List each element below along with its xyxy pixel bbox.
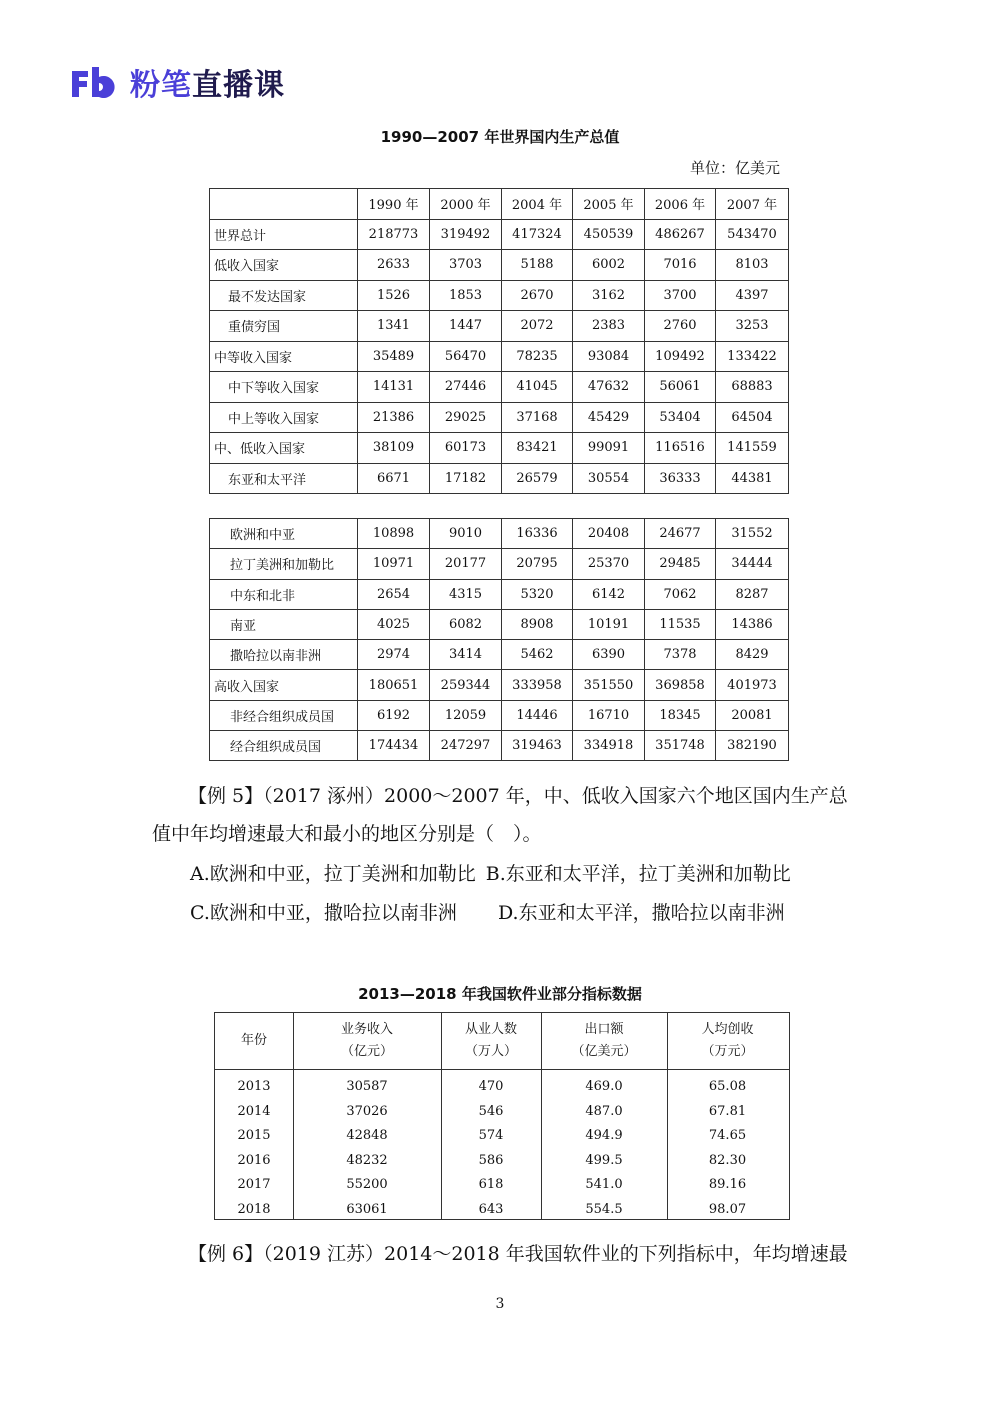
- value-cell: 259344: [430, 670, 502, 700]
- value-cell: 36333: [645, 463, 716, 494]
- option-b: B.东亚和太平洋，拉丁美洲和加勒比: [485, 863, 791, 885]
- row-label: 东亚和太平洋: [210, 463, 358, 494]
- value-cell: 26579: [502, 463, 573, 494]
- table-row: [215, 1173, 789, 1198]
- table-cell: 554.5: [585, 1201, 623, 1217]
- software-table: [214, 1012, 790, 1220]
- value-cell: 8287: [716, 579, 789, 609]
- table-row: [210, 433, 789, 464]
- table-row: [210, 519, 789, 549]
- value-cell: 141559: [716, 433, 789, 464]
- value-cell: 56061: [645, 372, 716, 403]
- table-row: [215, 1124, 789, 1149]
- table-cell: 2014: [237, 1103, 271, 1119]
- value-cell: 109492: [645, 341, 716, 372]
- table-row: [210, 250, 789, 281]
- value-cell: 1526: [358, 280, 430, 311]
- value-cell: 6082: [430, 609, 502, 639]
- row-label: 中上等收入国家: [210, 402, 358, 433]
- table-cell: 37026: [346, 1103, 388, 1119]
- value-cell: 6390: [573, 640, 645, 670]
- value-cell: 12059: [430, 700, 502, 730]
- value-cell: 401973: [716, 670, 789, 700]
- table2-header: [215, 1013, 789, 1070]
- table-cell: 546: [478, 1103, 504, 1119]
- table-cell: 574: [478, 1128, 504, 1143]
- value-cell: 4025: [358, 609, 430, 639]
- row-label: 经合组织成员国: [210, 731, 358, 761]
- value-cell: 20408: [573, 519, 645, 549]
- header-per-capita: 人均创收 （万元）: [701, 1022, 754, 1059]
- value-cell: 1341: [358, 311, 430, 342]
- table-cell: 2015: [237, 1128, 271, 1143]
- value-cell: 247297: [430, 731, 502, 761]
- table-row: [210, 219, 789, 250]
- value-cell: 27446: [430, 372, 502, 403]
- value-cell: 382190: [716, 731, 789, 761]
- table-cell: 63061: [346, 1201, 388, 1217]
- question6-line1: 【例 6】（2019 江苏）2014～2018 年我国软件业的下列指标中，年均增速最: [188, 1243, 848, 1265]
- question5-line2: 值中年均增速最大和最小的地区分别是（ ）。: [152, 823, 542, 845]
- value-cell: 14446: [502, 700, 573, 730]
- page-number: 3: [495, 1296, 505, 1312]
- table-cell: 98.07: [708, 1201, 747, 1217]
- table-cell: 469.0: [585, 1079, 623, 1094]
- header-employees: 从业人数 （万人）: [441, 1013, 542, 1069]
- table-cell: 586: [478, 1152, 504, 1168]
- table-cell: 89.16: [708, 1177, 747, 1192]
- row-label: 低收入国家: [210, 250, 358, 281]
- value-cell: 3414: [430, 640, 502, 670]
- table1-title: 1990—2007 年世界国内生产总值: [380, 128, 620, 146]
- value-cell: 2383: [573, 311, 645, 342]
- question5-options-ab: [190, 860, 791, 888]
- value-cell: 2760: [645, 311, 716, 342]
- value-cell: 5320: [502, 579, 573, 609]
- value-cell: 37168: [502, 402, 573, 433]
- value-cell: 7378: [645, 640, 716, 670]
- value-cell: 99091: [573, 433, 645, 464]
- option-c: C.欧洲和中亚，撒哈拉以南非洲: [190, 902, 457, 924]
- table-cell: 30587: [346, 1079, 388, 1094]
- row-label: 世界总计: [210, 219, 358, 250]
- value-cell: 10898: [358, 519, 430, 549]
- value-cell: 8908: [502, 609, 573, 639]
- value-cell: 2670: [502, 280, 573, 311]
- table-cell: 541.0: [585, 1177, 623, 1192]
- value-cell: 486267: [645, 219, 716, 250]
- gdp-table-part2: [209, 518, 789, 761]
- year-header: 1990 年: [358, 189, 430, 220]
- value-cell: 10971: [358, 549, 430, 579]
- row-label: 中等收入国家: [210, 341, 358, 372]
- value-cell: 5188: [502, 250, 573, 281]
- table-row: [210, 372, 789, 403]
- value-cell: 3700: [645, 280, 716, 311]
- header-revenue: 业务收入 （亿元）: [293, 1013, 442, 1069]
- value-cell: 18345: [645, 700, 716, 730]
- value-cell: 2072: [502, 311, 573, 342]
- brand-logo: [70, 62, 285, 102]
- table-row: [210, 549, 789, 579]
- value-cell: 44381: [716, 463, 789, 494]
- table-row: [210, 280, 789, 311]
- value-cell: 20795: [502, 549, 573, 579]
- question5-line1: 【例 5】（2017 涿州）2000～2007 年，中、低收入国家六个地区国内生产总: [188, 785, 848, 807]
- value-cell: 20177: [430, 549, 502, 579]
- value-cell: 351748: [645, 731, 716, 761]
- value-cell: 3162: [573, 280, 645, 311]
- table-row: [210, 700, 789, 730]
- value-cell: 5462: [502, 640, 573, 670]
- table-cell: 42848: [346, 1128, 388, 1143]
- value-cell: 68883: [716, 372, 789, 403]
- value-cell: 2654: [358, 579, 430, 609]
- value-cell: 30554: [573, 463, 645, 494]
- value-cell: 1853: [430, 280, 502, 311]
- header-blank-cell: [210, 189, 358, 220]
- value-cell: 9010: [430, 519, 502, 549]
- value-cell: 6002: [573, 250, 645, 281]
- value-cell: 14386: [716, 609, 789, 639]
- value-cell: 450539: [573, 219, 645, 250]
- option-d: D.东亚和太平洋，撒哈拉以南非洲: [498, 902, 785, 924]
- value-cell: 20081: [716, 700, 789, 730]
- value-cell: 56470: [430, 341, 502, 372]
- year-header: 2006 年: [645, 189, 716, 220]
- table-cell: 2016: [237, 1152, 271, 1168]
- row-label: 非经合组织成员国: [210, 700, 358, 730]
- table-row: [215, 1100, 789, 1125]
- value-cell: 11535: [645, 609, 716, 639]
- row-label: 欧洲和中亚: [210, 519, 358, 549]
- value-cell: 7016: [645, 250, 716, 281]
- value-cell: 369858: [645, 670, 716, 700]
- table-cell: 74.65: [708, 1128, 747, 1143]
- value-cell: 35489: [358, 341, 430, 372]
- table-cell: 67.81: [708, 1103, 747, 1119]
- table-row: [210, 341, 789, 372]
- value-cell: 2974: [358, 640, 430, 670]
- table1-header-row: [210, 189, 789, 220]
- table-cell: 494.9: [585, 1128, 623, 1143]
- value-cell: 64504: [716, 402, 789, 433]
- value-cell: 417324: [502, 219, 573, 250]
- table-row: [210, 670, 789, 700]
- value-cell: 333958: [502, 670, 573, 700]
- table-cell: 499.5: [585, 1152, 623, 1168]
- row-label: 拉丁美洲和加勒比: [210, 549, 358, 579]
- header-year: 年份: [215, 1013, 294, 1069]
- value-cell: 16710: [573, 700, 645, 730]
- table-row: [210, 731, 789, 761]
- table-row: [210, 609, 789, 639]
- table-row: [215, 1149, 789, 1174]
- value-cell: 29485: [645, 549, 716, 579]
- value-cell: 1447: [430, 311, 502, 342]
- table-cell: 470: [478, 1079, 504, 1094]
- value-cell: 34444: [716, 549, 789, 579]
- value-cell: 93084: [573, 341, 645, 372]
- row-label: 中、低收入国家: [210, 433, 358, 464]
- table-cell: 618: [478, 1177, 504, 1192]
- value-cell: 29025: [430, 402, 502, 433]
- table-row: [210, 579, 789, 609]
- value-cell: 319492: [430, 219, 502, 250]
- value-cell: 334918: [573, 731, 645, 761]
- table-row: [210, 463, 789, 494]
- gdp-table-part1: [209, 188, 789, 494]
- value-cell: 10191: [573, 609, 645, 639]
- value-cell: 174434: [358, 731, 430, 761]
- value-cell: 6671: [358, 463, 430, 494]
- row-label: 最不发达国家: [210, 280, 358, 311]
- table-cell: 65.08: [708, 1079, 747, 1094]
- table-row: [210, 311, 789, 342]
- value-cell: 218773: [358, 219, 430, 250]
- value-cell: 17182: [430, 463, 502, 494]
- value-cell: 60173: [430, 433, 502, 464]
- brand-name: 粉笔直播课: [130, 68, 285, 103]
- value-cell: 41045: [502, 372, 573, 403]
- value-cell: 133422: [716, 341, 789, 372]
- value-cell: 8429: [716, 640, 789, 670]
- value-cell: 4315: [430, 579, 502, 609]
- table-cell: 643: [478, 1201, 504, 1217]
- value-cell: 8103: [716, 250, 789, 281]
- year-header: 2000 年: [430, 189, 502, 220]
- table-row: [215, 1198, 789, 1223]
- value-cell: 16336: [502, 519, 573, 549]
- table-cell: 2017: [237, 1177, 271, 1192]
- value-cell: 6192: [358, 700, 430, 730]
- table-cell: 82.30: [708, 1152, 747, 1168]
- row-label: 中东和北非: [210, 579, 358, 609]
- fenbi-logo-icon: [70, 65, 122, 99]
- value-cell: 7062: [645, 579, 716, 609]
- row-label: 撒哈拉以南非洲: [210, 640, 358, 670]
- value-cell: 14131: [358, 372, 430, 403]
- table1-unit: 单位：亿美元: [690, 159, 781, 177]
- row-label: 南亚: [210, 609, 358, 639]
- value-cell: 6142: [573, 579, 645, 609]
- table-cell: 48232: [346, 1152, 388, 1168]
- value-cell: 319463: [502, 731, 573, 761]
- table-cell: 55200: [346, 1177, 388, 1192]
- value-cell: 47632: [573, 372, 645, 403]
- value-cell: 25370: [573, 549, 645, 579]
- value-cell: 21386: [358, 402, 430, 433]
- value-cell: 31552: [716, 519, 789, 549]
- row-label: 重债穷国: [210, 311, 358, 342]
- header-exports: 出口额 （亿美元）: [541, 1013, 668, 1069]
- value-cell: 3253: [716, 311, 789, 342]
- value-cell: 4397: [716, 280, 789, 311]
- row-label: 高收入国家: [210, 670, 358, 700]
- value-cell: 543470: [716, 219, 789, 250]
- value-cell: 78235: [502, 341, 573, 372]
- value-cell: 53404: [645, 402, 716, 433]
- row-label: 中下等收入国家: [210, 372, 358, 403]
- value-cell: 45429: [573, 402, 645, 433]
- table2-title: 2013—2018 年我国软件业部分指标数据: [358, 985, 642, 1003]
- table-row: [210, 640, 789, 670]
- year-header: 2005 年: [573, 189, 645, 220]
- question5-options-cd: [190, 899, 785, 927]
- year-header: 2007 年: [716, 189, 789, 220]
- option-a: A.欧洲和中亚，拉丁美洲和加勒比: [190, 863, 476, 885]
- value-cell: 116516: [645, 433, 716, 464]
- value-cell: 3703: [430, 250, 502, 281]
- value-cell: 24677: [645, 519, 716, 549]
- table-row: [210, 402, 789, 433]
- value-cell: 38109: [358, 433, 430, 464]
- table-cell: 2013: [237, 1079, 271, 1094]
- table-row: [215, 1075, 789, 1100]
- value-cell: 180651: [358, 670, 430, 700]
- year-header: 2004 年: [502, 189, 573, 220]
- table-cell: 2018: [237, 1201, 271, 1217]
- table-cell: 487.0: [585, 1103, 623, 1119]
- value-cell: 2633: [358, 250, 430, 281]
- value-cell: 351550: [573, 670, 645, 700]
- value-cell: 83421: [502, 433, 573, 464]
